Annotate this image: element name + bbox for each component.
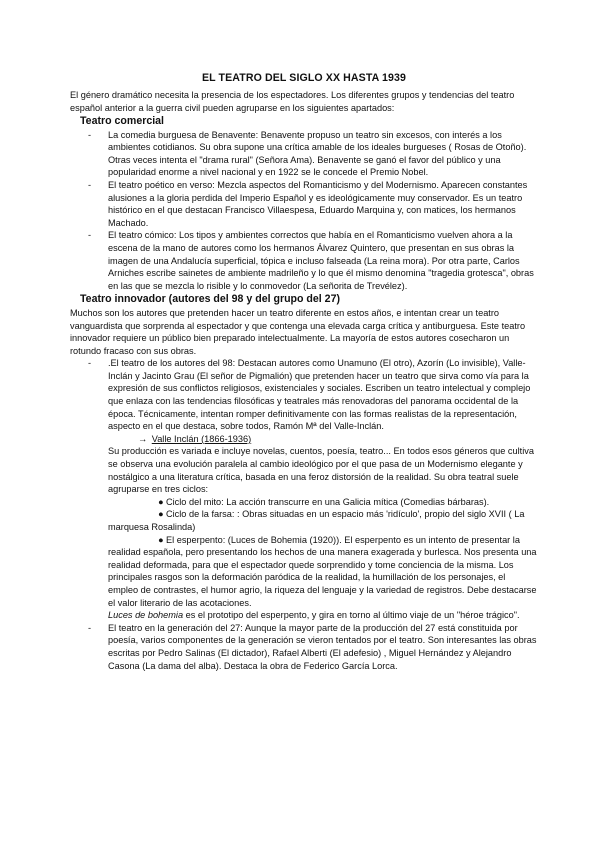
list-item-98 [86,357,538,621]
item-98-text: .El teatro de los autores del 98: Destacan autores como Unamuno (El otro), Azorín (Lo invisible), Valle-Inclán y Jacinto Grau (El señor de Pigmalión) que pretenden hacer un teatro que sirva como vía para la expresión de sus conflictos religiosos, existenciales y sociales. Escriben un teatro intelectual y complejo que enlaza con las tendencias filosóficas y teatrales más renovadoras del panorama occidental de la época. Técnicamente, intentan romper definitivamente con las formas realistas de la representación, aspecto en el que destaca, sobre todos, Ramón Mª del Valle-Inclán. [108,358,531,432]
list-item: - La comedia burguesa de Benavente: Benavente propuso un teatro sin excesos, con interés a los ambientes cotidianos. Su obra supone una crítica amable de los ideales burgueses ( Rosas de Otoño). Otras veces intenta el "drama rural" (Señora Ama). Benavente se ganó el favor del público y una popularidad enorme a nivel nacional y en 1922 se le concede el Premio Nobel. [86,129,538,179]
cycle-item: ● Ciclo del mito: La acción transcurre en una Galicia mítica (Comedias bárbaras). [158,496,490,507]
cycle-item: ● Ciclo de la farsa: : Obras situadas en un espacio más 'ridículo', propio del siglo XVII ( La marquesa Rosalinda) [108,509,525,532]
list-item: - El teatro cómico: Los tipos y ambientes correctos que había en el Romanticismo vuelven ahora a la escena de la mano de autores como los hermanos Álvarez Quintero, que presentan en sus obras la imagen de una Andalucía superficial, tópica e incluso falseada (La reina mora). Por otra parte, Carlos Arniches escribe sainetes de ambiente madrileño y lo que él mismo denomina "tragedia grotesca", obras en las que se mezcla lo risible y lo conmovedor (La señorita de Trevélez). [86,229,538,292]
section-heading-innovador: Teatro innovador (autores del 98 y del grupo del 27) [80,293,340,306]
intro-paragraph: El género dramático necesita la presencia de los espectadores. Los diferentes grupos y tendencias del teatro español anterior a la guerra civil pueden agruparse en los siguientes apartados: [70,90,515,113]
list-item: - El teatro poético en verso: Mezcla aspectos del Romanticismo y del Modernismo. Aparecen constantes alusiones a la gloria perdida del Imperio Español y es ideológicamente muy conservador. Es un teatro histórico en el que destacan Francisco Villaespesa, Eduardo Marquina y, con matices, los hermanos Machado. [86,179,538,229]
cycle-item: ● El esperpento: (Luces de Bohemia (1920)). El esperpento es un intento de presentar la realidad española, pero presentando los hechos de una manera exagerada y burlesca. Nos presenta una realidad deformada, para que el espectador quede sorprendido y tome conciencia de la misma. Los principales rasgos son la deformación paródica de la realidad, la humillación de los personajes, el empleo de contrastes, el humor agrio, la riqueza del lenguaje y la variedad de registros. Debe destacarse el valor literario de las acotaciones. [108,534,537,608]
section-heading-comercial: Teatro comercial [80,115,164,128]
page-title: EL TEATRO DEL SIGLO XX HASTA 1939 [201,72,407,84]
valle-inclan-link[interactable]: Valle Inclán (1866-1936) [151,433,252,444]
valle-link-line [108,433,538,446]
bullet-icon: ● [158,509,164,520]
luces-title: Luces de bohemia [108,610,184,621]
luces-paragraph: Luces de bohemia es el prototipo del esperpento, y gira en torno al último viaje de un "héroe trágico". [108,610,520,621]
comercial-list [70,129,538,293]
bullet-icon: ● [158,496,164,507]
cycles-list [108,496,538,609]
bullet-icon: ● [158,534,164,545]
valle-paragraph: Su producción es variada e incluye novelas, cuentos, poesía, teatro... En todos esos géneros que cultiva se observa una evolución paralela al cambio ideológico por el que pasa de un Modernismo elegante y nostálgico a una literatura crítica, basada en una feroz distorsión de la realidad. Su obra teatral suele agruparse en tres ciclos: [108,446,534,495]
innovador-intro: Muchos son los autores que pretenden hacer un teatro diferente en estos años, e intentan crear un teatro vanguardista que sorprenda al espectador y que contenga una elevada carga crítica y antiburguesa. Este teatro innovador requiere un público bien preparado intelectualmente. La mayoría de estos autores cosecharon un rotundo fracaso con sus obras. [70,307,526,356]
arrow-right-icon: → [138,433,148,444]
innovador-list [70,357,538,672]
list-item-27: - El teatro en la generación del 27: Aunque la mayor parte de la producción del 27 está constituida por poesía, varios componentes de la generación se vieron tentados por el teatro. Son interesantes las obras escritas por Pedro Salinas (El dictador), Rafael Alberti (El adefesio) , Miguel Hernández y Alejandro Casona (La dama del alba). Destaca la obra de Federico García Lorca. [86,622,538,672]
